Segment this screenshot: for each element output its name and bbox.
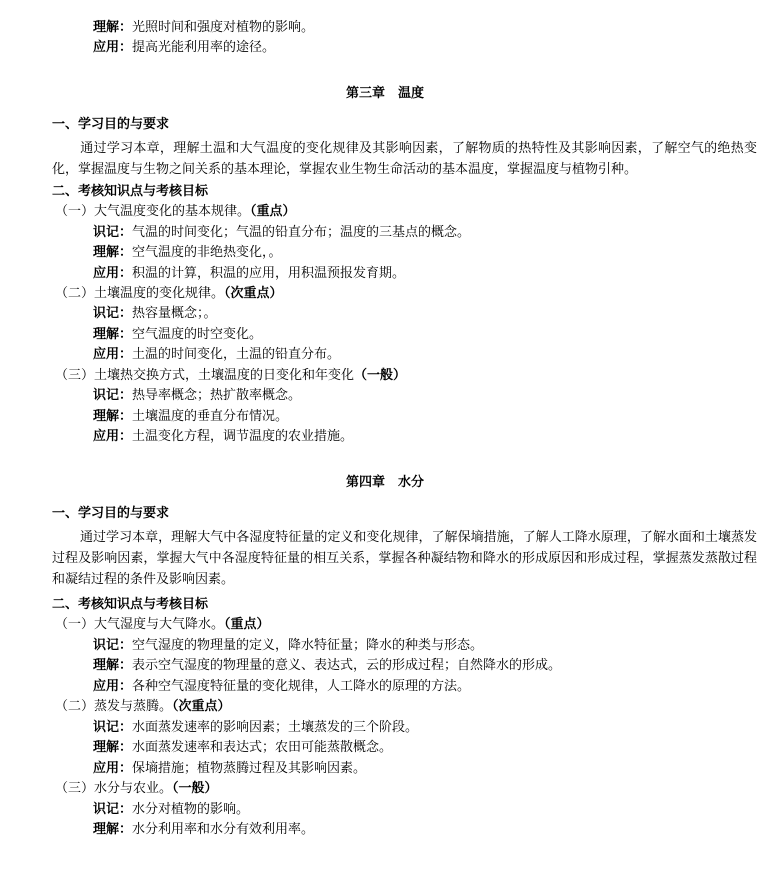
- chapter3-point2-shiji: 识记：热容量概念；。: [93, 306, 217, 321]
- chapter3-point2-yingyong: 应用：土温的时间变化，土温的铅直分布。: [93, 347, 341, 362]
- chapter3-point3-yingyong: 应用：土温变化方程，调节温度的农业措施。: [93, 429, 354, 444]
- chapter3-point1-heading: （一）大气温度变化的基本规律。（重点）: [55, 204, 296, 219]
- chapter4-section1-heading: 一、学习目的与要求: [52, 506, 170, 521]
- chapter4-point1-lijie: 理解：表示空气湿度的物理量的意义、表达式，云的形成过程；自然降水的形成。: [93, 658, 562, 673]
- chapter4-point3-shiji: 识记：水分对植物的影响。: [93, 802, 250, 817]
- chapter3-section2-heading: 二、考核知识点与考核目标: [52, 184, 209, 199]
- chapter4-point2-heading: （二）蒸发与蒸腾。（次重点）: [55, 699, 231, 714]
- chapter3-point3-lijie: 理解：土壤温度的垂直分布情况。: [93, 409, 289, 424]
- chapter4-point2-shiji: 识记：水面蒸发速率的影响因素；土壤蒸发的三个阶段。: [93, 720, 419, 735]
- chapter4-section2-heading: 二、考核知识点与考核目标: [52, 597, 209, 612]
- chapter3-point1-lijie: 理解：空气温度的非绝热变化，。: [93, 245, 282, 260]
- chapter3-point3-shiji: 识记：热导率概念；热扩散率概念。: [93, 388, 302, 403]
- chapter3-title: 第三章 温度: [345, 86, 424, 101]
- chapter3-point2-lijie: 理解：空气温度的时空变化。: [93, 327, 263, 342]
- chapter4-objectives-paragraph: 通过学习本章，理解大气中各湿度特征量的定义和变化规律，了解保墒措施，了解人工降水原理，了解水面和土壤蒸发过程及影响因素，掌握大气中各湿度特征量的相互关系，掌握各种凝结物和降水的形成原因和形成过程，掌握蒸发蒸散过程和凝结过程的条件及影响因素。: [52, 530, 757, 587]
- chapter3-point1-shiji: 识记：气温的时间变化；气温的铅直分布；温度的三基点的概念。: [93, 225, 471, 240]
- chapter3-objectives-paragraph: 通过学习本章，理解土温和大气温度的变化规律及其影响因素，了解物质的热特性及其影响因素，了解空气的绝热变化，掌握温度与生物之间关系的基本理论，掌握农业生物生命活动的基本温度，掌握温度与植物引种。: [52, 141, 757, 177]
- chapter4-point1-shiji: 识记：空气湿度的物理量的定义，降水特征量；降水的种类与形态。: [93, 638, 484, 653]
- top-yingyong-line: 应用：提高光能利用率的途径。: [93, 40, 276, 55]
- top-lijie-line: 理解：光照时间和强度对植物的影响。: [93, 20, 315, 35]
- chapter4-point2-yingyong: 应用：保墒措施；植物蒸腾过程及其影响因素。: [93, 761, 367, 776]
- chapter4-point1-heading: （一）大气湿度与大气降水。（重点）: [55, 617, 270, 632]
- chapter4-title: 第四章 水分: [345, 475, 424, 490]
- chapter3-point2-heading: （二）土壤温度的变化规律。（次重点）: [55, 286, 283, 301]
- chapter4-point2-lijie: 理解：水面蒸发速率和表达式；农田可能蒸散概念。: [93, 740, 393, 755]
- chapter4-point3-heading: （三）水分与农业。（一般）: [55, 781, 218, 796]
- chapter3-point1-yingyong: 应用：积温的计算，积温的应用，用积温预报发育期。: [93, 266, 406, 281]
- chapter4-point3-lijie: 理解：水分利用率和水分有效利用率。: [93, 822, 315, 837]
- chapter3-section1-heading: 一、学习目的与要求: [52, 117, 170, 132]
- chapter4-point1-yingyong: 应用：各种空气湿度特征量的变化规律，人工降水的原理的方法。: [93, 679, 471, 694]
- chapter3-point3-heading: （三）土壤热交换方式，土壤温度的日变化和年变化（一般）: [55, 368, 407, 383]
